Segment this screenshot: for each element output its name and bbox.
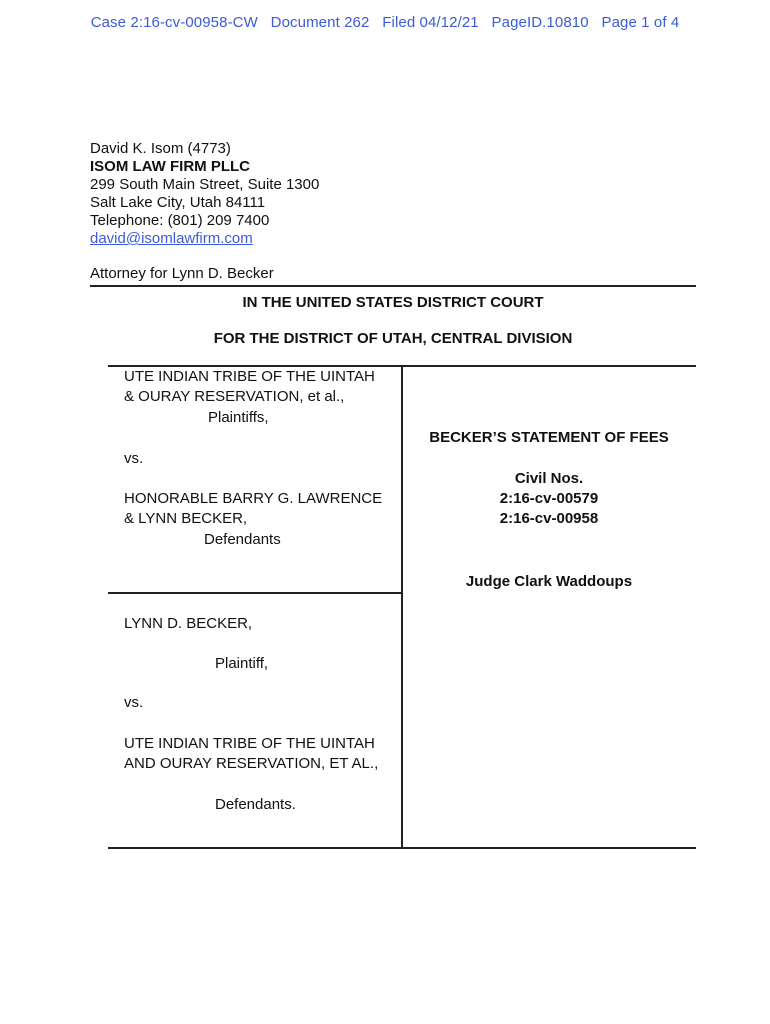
caption2-defendant-line2: AND OURAY RESERVATION, ET AL., <box>124 755 379 772</box>
counsel-name: David K. Isom (4773) <box>90 140 231 157</box>
stamp-page-id: PageID.10810 <box>491 14 589 31</box>
firm-address-street: 299 South Main Street, Suite 1300 <box>90 176 320 193</box>
firm-address-city: Salt Lake City, Utah 84111 <box>90 194 266 211</box>
caption2-plaintiff-role: Plaintiff, <box>215 655 269 672</box>
caption-plaintiff-role: Plaintiffs, <box>208 409 269 426</box>
caption-bottom-rule <box>108 847 696 849</box>
caption-defendant-line2: & LYNN BECKER, <box>124 510 248 527</box>
header-divider <box>90 285 696 287</box>
civil-case-number-1: 2:16-cv-00579 <box>499 490 599 507</box>
caption-defendant-role: Defendants <box>204 531 281 548</box>
civil-case-number-2: 2:16-cv-00958 <box>499 510 599 527</box>
assigned-judge: Judge Clark Waddoups <box>465 573 633 590</box>
stamp-filed-date: Filed 04/12/21 <box>382 14 479 31</box>
caption2-vs: vs. <box>124 694 144 711</box>
caption2-defendant-role: Defendants. <box>215 796 296 813</box>
law-firm-name: ISOM LAW FIRM PLLC <box>90 158 250 175</box>
caption2-plaintiff: LYNN D. BECKER, <box>124 615 253 632</box>
stamp-case-number: Case 2:16-cv-00958-CW <box>90 14 258 31</box>
court-district-heading: FOR THE DISTRICT OF UTAH, CENTRAL DIVISION <box>213 330 573 347</box>
firm-telephone: Telephone: (801) 209 7400 <box>90 212 270 229</box>
attorney-for: Attorney for Lynn D. Becker <box>90 265 274 282</box>
civil-nos-label: Civil Nos. <box>514 470 584 487</box>
court-name-heading: IN THE UNITED STATES DISTRICT COURT <box>242 294 544 311</box>
caption-defendant-line1: HONORABLE BARRY G. LAWRENCE <box>124 490 383 507</box>
stamp-page-count: Page 1 of 4 <box>601 14 680 31</box>
caption-plaintiff-line2: & OURAY RESERVATION, et al., <box>124 388 345 405</box>
caption-vs: vs. <box>124 450 144 467</box>
email-link[interactable]: david@isomlawfirm.com <box>90 230 253 247</box>
caption-middle-rule <box>108 592 402 594</box>
stamp-document-number: Document 262 <box>270 14 370 31</box>
caption-plaintiff-line1: UTE INDIAN TRIBE OF THE UINTAH <box>124 368 375 385</box>
document-title: BECKER’S STATEMENT OF FEES <box>429 429 669 446</box>
caption2-defendant-line1: UTE INDIAN TRIBE OF THE UINTAH <box>124 735 375 752</box>
ecf-header-stamp <box>0 14 770 31</box>
